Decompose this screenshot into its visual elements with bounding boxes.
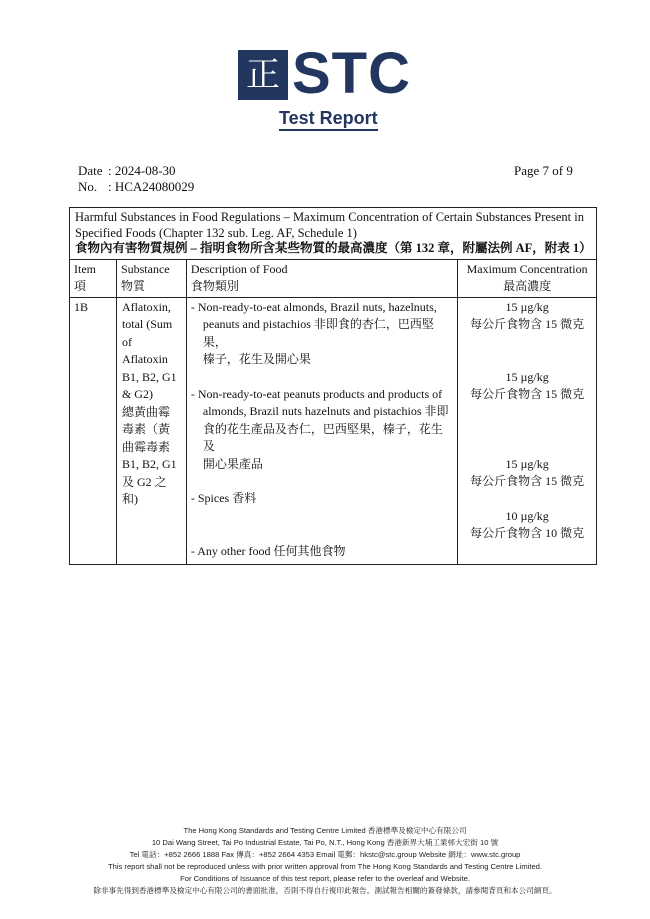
max-value-zh: 每公斤食物含 15 微克 bbox=[470, 317, 585, 331]
col-header-en: Description of Food bbox=[190, 261, 288, 276]
food-line: - Any other food 任何其他食物 bbox=[190, 543, 346, 558]
footer-conditions: For Conditions of Issuance of this test report, please refer to the overleaf and Website. bbox=[180, 874, 470, 883]
substance-line: Aflatoxin bbox=[121, 352, 168, 366]
substance-line: 和) bbox=[121, 492, 138, 506]
footer-address: 10 Dai Wang Street, Tai Po Industrial Estate, Tai Po, N.T., Hong Kong 香港新界大埔工業邨大宏街 10 號 bbox=[151, 838, 499, 847]
food-line: peanuts and pistachios 非即食的杏仁，巴西堅果， bbox=[202, 317, 434, 349]
table-title bbox=[70, 208, 597, 260]
col-header-zh: 食物類別 bbox=[190, 279, 239, 293]
food-line: - Spices 香料 bbox=[190, 491, 257, 505]
max-value-zh: 每公斤食物含 15 微克 bbox=[470, 474, 585, 488]
max-entry-4 bbox=[462, 508, 592, 543]
max-value-en: 15 µg/kg bbox=[505, 299, 549, 314]
col-header-item bbox=[70, 259, 117, 297]
max-entry-1 bbox=[462, 299, 592, 334]
report-title: Test Report bbox=[279, 108, 378, 131]
food-line: - Non-ready-to-eat peanuts products and products of bbox=[190, 386, 443, 401]
footer-contact: Tel 電話：+852 2666 1888 Fax 傳真：+852 2664 4353 Email 電郵：hkstc@stc.group Website 網址：www.stc.group bbox=[129, 850, 521, 859]
date-value: : 2024-08-30 bbox=[108, 163, 176, 178]
substance-cell bbox=[116, 297, 186, 565]
item-value: 1B bbox=[74, 299, 89, 314]
substance-line: B1, B2, G1 bbox=[121, 457, 177, 471]
table-row bbox=[70, 297, 597, 565]
regulation-table bbox=[69, 207, 597, 565]
logo-glyph: 正 bbox=[246, 55, 280, 95]
food-entry-2 bbox=[191, 386, 453, 474]
substance-line: & G2) bbox=[121, 387, 153, 401]
col-header-zh: 項 bbox=[74, 279, 87, 293]
food-line: almonds, Brazil nuts hazelnuts and pistachios 非即 bbox=[202, 404, 449, 418]
food-line: 食的花生產品及杏仁，巴西堅果，榛子，花生及 bbox=[202, 421, 443, 453]
substance-line: Aflatoxin, bbox=[121, 299, 171, 314]
substance-line: total (Sum bbox=[121, 317, 173, 331]
footer-company: The Hong Kong Standards and Testing Centre Limited 香港標準及檢定中心有限公司 bbox=[183, 826, 467, 835]
logo-text: STC bbox=[292, 41, 411, 106]
max-value-zh: 每公斤食物含 10 微克 bbox=[470, 526, 585, 540]
substance-line: 及 G2 之 bbox=[121, 474, 167, 489]
stc-logo bbox=[238, 41, 428, 106]
description-cell bbox=[186, 297, 457, 565]
logo-emblem bbox=[238, 50, 288, 100]
col-header-en: Item bbox=[74, 261, 96, 276]
date-label: Date bbox=[78, 163, 103, 178]
max-entry-3 bbox=[462, 456, 592, 491]
food-entry-3 bbox=[191, 490, 453, 508]
number-value: : HCA24080029 bbox=[108, 179, 195, 194]
max-value-en: 10 µg/kg bbox=[505, 508, 549, 523]
report-number bbox=[78, 179, 194, 195]
food-line: 榛子，花生及開心果 bbox=[202, 352, 311, 366]
table-title-en: Harmful Substances in Food Regulations – Maximum Concentration of Certain Substances Present in Specified Foods (Chapter 132 sub. Leg. AF, Schedule 1) bbox=[75, 210, 584, 240]
col-header-zh: 物質 bbox=[120, 279, 145, 293]
footer-notice-zh: 除非事先得到香港標準及檢定中心有限公司的書面批准，否則不得自行複印此報告。測試報告相關的簽發條款，請參閱背頁和本公司網頁。 bbox=[93, 886, 557, 895]
item-cell bbox=[70, 297, 117, 565]
substance-line: B1, B2, G1 bbox=[121, 369, 177, 384]
report-date bbox=[78, 163, 176, 179]
column-headers bbox=[70, 259, 597, 297]
col-header-substance bbox=[116, 259, 186, 297]
col-header-zh: 最高濃度 bbox=[503, 279, 552, 293]
food-line: - Non-ready-to-eat almonds, Brazil nuts, hazelnuts, bbox=[190, 299, 437, 314]
max-concentration-cell bbox=[458, 297, 597, 565]
max-value-en: 15 µg/kg bbox=[505, 369, 549, 384]
food-line: 開心果產品 bbox=[202, 456, 263, 471]
max-value-zh: 每公斤食物含 15 微克 bbox=[470, 387, 585, 401]
food-entry-1 bbox=[191, 299, 453, 369]
table-title-zh: 食物內有害物質規例 – 指明食物所含某些物質的最高濃度（第 132 章，附屬法例 AF，附表 1） bbox=[75, 241, 592, 255]
substance-text bbox=[121, 299, 182, 509]
max-value-en: 15 µg/kg bbox=[505, 456, 549, 471]
max-entry-2 bbox=[462, 369, 592, 404]
page-indicator: Page 7 of 9 bbox=[514, 163, 573, 178]
col-header-max bbox=[458, 259, 597, 297]
substance-line: 毒素（黃 bbox=[121, 422, 170, 436]
col-header-en: Maximum Concentration bbox=[466, 261, 588, 276]
col-header-description bbox=[186, 259, 457, 297]
number-label: No. bbox=[78, 179, 98, 194]
food-entry-4 bbox=[191, 543, 453, 561]
page-footer bbox=[0, 825, 650, 897]
substance-line: of bbox=[121, 334, 132, 349]
substance-line: 總黃曲霉 bbox=[121, 404, 170, 419]
substance-line: 曲霉毒素 bbox=[121, 439, 170, 454]
col-header-en: Substance bbox=[120, 261, 170, 276]
footer-reproduction-notice: This report shall not be reproduced unless with prior written approval from The Hong Kong Standards and Testing Centre Limited. bbox=[107, 862, 543, 871]
